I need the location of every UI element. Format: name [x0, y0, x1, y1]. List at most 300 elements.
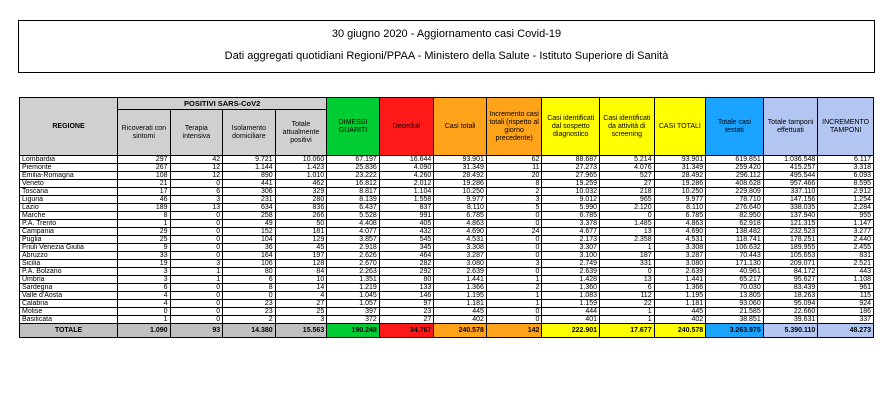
- value-cell: 2: [223, 316, 276, 324]
- value-cell: 3.308: [654, 244, 706, 252]
- value-cell: 2: [486, 188, 542, 196]
- value-cell: 8: [486, 180, 542, 188]
- value-cell: 16.812: [327, 180, 380, 188]
- table-row: [20, 196, 874, 204]
- region-name-cell: Campania: [20, 228, 118, 236]
- region-name-cell: Umbria: [20, 276, 118, 284]
- value-cell: 19.286: [434, 180, 487, 188]
- value-cell: 337.110: [763, 188, 818, 196]
- value-cell: 0: [170, 180, 223, 188]
- value-cell: 19.259: [542, 180, 600, 188]
- value-cell: 4.677: [542, 228, 600, 236]
- value-cell: 2.670: [327, 260, 380, 268]
- region-name-cell: Abruzzo: [20, 252, 118, 260]
- total-value-cell: 93: [170, 324, 223, 338]
- table-row: [20, 260, 874, 268]
- table-row: [20, 180, 874, 188]
- value-cell: 25: [275, 308, 327, 316]
- value-cell: 634: [223, 204, 276, 212]
- value-cell: 6: [223, 276, 276, 284]
- value-cell: 8.110: [654, 204, 706, 212]
- value-cell: 10.250: [434, 188, 487, 196]
- value-cell: 1: [486, 292, 542, 300]
- value-cell: 2.358: [600, 236, 655, 244]
- col-header-casi-totali: Casi totali: [434, 98, 487, 156]
- value-cell: 28.492: [654, 172, 706, 180]
- value-cell: 3.287: [654, 252, 706, 260]
- value-cell: 837: [379, 204, 434, 212]
- region-name-cell: P.A. Bolzano: [20, 268, 118, 276]
- value-cell: 31.349: [654, 164, 706, 172]
- value-cell: 1: [118, 220, 171, 228]
- value-cell: 21: [118, 180, 171, 188]
- value-cell: 276.640: [706, 204, 764, 212]
- value-cell: 3.080: [654, 260, 706, 268]
- value-cell: 1.423: [275, 164, 327, 172]
- value-cell: 2.120: [600, 204, 655, 212]
- value-cell: 415.257: [763, 164, 818, 172]
- value-cell: 88.687: [542, 156, 600, 164]
- value-cell: 1: [118, 316, 171, 324]
- value-cell: 24: [486, 228, 542, 236]
- value-cell: 1.010: [275, 172, 327, 180]
- value-cell: 0: [118, 308, 171, 316]
- value-cell: 4.077: [327, 228, 380, 236]
- value-cell: 331: [600, 260, 655, 268]
- value-cell: 266: [275, 212, 327, 220]
- table-row: [20, 164, 874, 172]
- value-cell: 1.441: [434, 276, 487, 284]
- value-cell: 18.263: [763, 292, 818, 300]
- value-cell: 13: [600, 276, 655, 284]
- value-cell: 0: [486, 308, 542, 316]
- value-cell: 306: [223, 188, 276, 196]
- col-header-sospetto-diagnostico: Casi identificati dal sospetto diagnostico: [542, 98, 600, 156]
- total-value-cell: 240.578: [434, 324, 487, 338]
- value-cell: 6: [118, 284, 171, 292]
- value-cell: 1: [600, 316, 655, 324]
- value-cell: 121.315: [763, 220, 818, 228]
- value-cell: 2.263: [327, 268, 380, 276]
- col-header-ricoverati: Ricoverati con sintomi: [118, 110, 171, 156]
- value-cell: 218: [600, 188, 655, 196]
- value-cell: 9: [118, 244, 171, 252]
- value-cell: 19: [118, 260, 171, 268]
- value-cell: 1.441: [654, 276, 706, 284]
- col-header-casi-totali-upper: CASI TOTALI: [654, 98, 706, 156]
- value-cell: 0: [486, 244, 542, 252]
- value-cell: 6.437: [327, 204, 380, 212]
- value-cell: 991: [379, 212, 434, 220]
- value-cell: 6: [600, 284, 655, 292]
- value-cell: 93.901: [654, 156, 706, 164]
- region-name-cell: Liguria: [20, 196, 118, 204]
- value-cell: 8.817: [327, 188, 380, 196]
- value-cell: 3.378: [542, 220, 600, 228]
- value-cell: 10.032: [542, 188, 600, 196]
- value-cell: 2.639: [542, 268, 600, 276]
- value-cell: 27: [379, 316, 434, 324]
- value-cell: 46: [118, 196, 171, 204]
- value-cell: 6: [170, 188, 223, 196]
- value-cell: 445: [654, 308, 706, 316]
- value-cell: 5.214: [600, 156, 655, 164]
- value-cell: 337: [818, 316, 874, 324]
- value-cell: 65.217: [706, 276, 764, 284]
- value-cell: 545: [379, 236, 434, 244]
- table-row: [20, 284, 874, 292]
- value-cell: 1.057: [327, 300, 380, 308]
- table-row: [20, 156, 874, 164]
- value-cell: 1: [600, 244, 655, 252]
- value-cell: 1.159: [542, 300, 600, 308]
- value-cell: 444: [542, 308, 600, 316]
- value-cell: 8: [223, 284, 276, 292]
- value-cell: 4.690: [654, 228, 706, 236]
- value-cell: 1.360: [542, 284, 600, 292]
- value-cell: 0: [600, 212, 655, 220]
- table-row: [20, 292, 874, 300]
- value-cell: 2.749: [542, 260, 600, 268]
- value-cell: 4.090: [379, 164, 434, 172]
- value-cell: 36: [223, 244, 276, 252]
- value-cell: 296.112: [706, 172, 764, 180]
- value-cell: 1.351: [327, 276, 380, 284]
- value-cell: 8.139: [327, 196, 380, 204]
- value-cell: 3.318: [818, 164, 874, 172]
- value-cell: 1: [600, 308, 655, 316]
- col-header-terapia-intensiva: Terapia intensiva: [170, 110, 223, 156]
- value-cell: 229.809: [706, 188, 764, 196]
- total-value-cell: 14.380: [223, 324, 276, 338]
- value-cell: 372: [327, 316, 380, 324]
- region-name-cell: P.A. Trento: [20, 220, 118, 228]
- value-cell: 1.485: [600, 220, 655, 228]
- table-row: [20, 188, 874, 196]
- value-cell: 464: [379, 252, 434, 260]
- region-name-cell: Sardegna: [20, 284, 118, 292]
- value-cell: 8: [118, 212, 171, 220]
- region-name-cell: Friuli Venezia Giulia: [20, 244, 118, 252]
- value-cell: 106.632: [706, 244, 764, 252]
- value-cell: 402: [434, 316, 487, 324]
- value-cell: 1.144: [223, 164, 276, 172]
- value-cell: 104: [223, 236, 276, 244]
- value-cell: 20: [486, 172, 542, 180]
- value-cell: 80: [223, 268, 276, 276]
- value-cell: 0: [170, 252, 223, 260]
- value-cell: 45: [275, 244, 327, 252]
- table-row: [20, 316, 874, 324]
- total-value-cell: 48.273: [818, 324, 874, 338]
- value-cell: 443: [818, 268, 874, 276]
- value-cell: 83.439: [763, 284, 818, 292]
- value-cell: 78.710: [706, 196, 764, 204]
- value-cell: 4.076: [600, 164, 655, 172]
- value-cell: 1.366: [434, 284, 487, 292]
- value-cell: 25: [118, 236, 171, 244]
- col-header-regione: REGIONE: [20, 98, 118, 156]
- value-cell: 9.721: [223, 156, 276, 164]
- value-cell: 432: [379, 228, 434, 236]
- value-cell: 21.585: [706, 308, 764, 316]
- value-cell: 22: [600, 300, 655, 308]
- value-cell: 27.273: [542, 164, 600, 172]
- value-cell: 397: [327, 308, 380, 316]
- value-cell: 441: [223, 180, 276, 188]
- region-name-cell: Molise: [20, 308, 118, 316]
- value-cell: 0: [170, 244, 223, 252]
- value-cell: 5: [486, 204, 542, 212]
- value-cell: 0: [223, 292, 276, 300]
- value-cell: 961: [818, 284, 874, 292]
- value-cell: 495.544: [763, 172, 818, 180]
- value-cell: 189: [118, 204, 171, 212]
- value-cell: 1.254: [818, 196, 874, 204]
- value-cell: 9.977: [434, 196, 487, 204]
- value-cell: 181: [275, 228, 327, 236]
- value-cell: 2: [486, 284, 542, 292]
- value-cell: 2.639: [654, 268, 706, 276]
- value-cell: 133: [379, 284, 434, 292]
- value-cell: 5.528: [327, 212, 380, 220]
- value-cell: 3: [486, 196, 542, 204]
- value-cell: 0: [170, 212, 223, 220]
- value-cell: 1.045: [327, 292, 380, 300]
- value-cell: 13.805: [706, 292, 764, 300]
- value-cell: 2.173: [542, 236, 600, 244]
- value-cell: 836: [275, 204, 327, 212]
- value-cell: 1.366: [654, 284, 706, 292]
- value-cell: 38.851: [706, 316, 764, 324]
- value-cell: 3.857: [327, 236, 380, 244]
- value-cell: 955: [818, 212, 874, 220]
- report-subtitle: Dati aggregati quotidiani Regioni/PPAA - Ministero della Salute - Istituto Superiore di Sanità: [224, 50, 669, 62]
- table-row: [20, 212, 874, 220]
- value-cell: 338.035: [763, 204, 818, 212]
- value-cell: 50: [275, 220, 327, 228]
- value-cell: 3.080: [434, 260, 487, 268]
- value-cell: 115: [818, 292, 874, 300]
- value-cell: 1: [170, 276, 223, 284]
- total-value-cell: 17.677: [600, 324, 655, 338]
- value-cell: 29: [118, 228, 171, 236]
- value-cell: 62.918: [706, 220, 764, 228]
- value-cell: 23: [223, 308, 276, 316]
- value-cell: 40.961: [706, 268, 764, 276]
- table-row: [20, 172, 874, 180]
- value-cell: 23: [223, 300, 276, 308]
- report-header: [18, 20, 875, 73]
- value-cell: 10: [275, 276, 327, 284]
- value-cell: 1.195: [654, 292, 706, 300]
- value-cell: 527: [600, 172, 655, 180]
- value-cell: 31.349: [434, 164, 487, 172]
- value-cell: 197: [275, 252, 327, 260]
- table-row: [20, 244, 874, 252]
- col-header-tamponi: Totale tamponi effettuati: [763, 98, 818, 156]
- value-cell: 0: [486, 212, 542, 220]
- value-cell: 3: [170, 260, 223, 268]
- value-cell: 11: [486, 164, 542, 172]
- region-name-cell: Valle d'Aosta: [20, 292, 118, 300]
- col-header-dimessi-guariti: DIMESSI GUARITI: [327, 98, 380, 156]
- value-cell: 118.741: [706, 236, 764, 244]
- value-cell: 408.628: [706, 180, 764, 188]
- value-cell: 10.060: [275, 156, 327, 164]
- value-cell: 0: [170, 308, 223, 316]
- value-cell: 14: [275, 284, 327, 292]
- col-header-attualmente-positivi: Totale attualmente positivi: [275, 110, 327, 156]
- value-cell: 0: [170, 300, 223, 308]
- value-cell: 0: [486, 220, 542, 228]
- value-cell: 831: [818, 252, 874, 260]
- value-cell: 345: [379, 244, 434, 252]
- value-cell: 1.181: [434, 300, 487, 308]
- value-cell: 957.466: [763, 180, 818, 188]
- total-value-cell: 5.390.110: [763, 324, 818, 338]
- total-value-cell: 15.563: [275, 324, 327, 338]
- value-cell: 67.197: [327, 156, 380, 164]
- value-cell: 6.785: [434, 212, 487, 220]
- value-cell: 3.308: [434, 244, 487, 252]
- value-cell: 259.420: [706, 164, 764, 172]
- table-row: [20, 228, 874, 236]
- table-row: [20, 276, 874, 284]
- value-cell: 0: [486, 268, 542, 276]
- total-value-cell: 1.090: [118, 324, 171, 338]
- value-cell: 0: [170, 316, 223, 324]
- total-row: [20, 324, 874, 338]
- value-cell: 3: [118, 268, 171, 276]
- value-cell: 890: [223, 172, 276, 180]
- value-cell: 23: [379, 308, 434, 316]
- value-cell: 80: [379, 276, 434, 284]
- value-cell: 17: [118, 188, 171, 196]
- value-cell: 4.531: [654, 236, 706, 244]
- value-cell: 147.156: [763, 196, 818, 204]
- value-cell: 95.627: [763, 276, 818, 284]
- value-cell: 0: [486, 252, 542, 260]
- value-cell: 0: [170, 228, 223, 236]
- value-cell: 924: [818, 300, 874, 308]
- value-cell: 231: [223, 196, 276, 204]
- value-cell: 129: [275, 236, 327, 244]
- report-title: 30 giugno 2020 - Aggiornamento casi Covid-19: [331, 28, 562, 40]
- value-cell: 93.060: [706, 300, 764, 308]
- value-cell: 105.653: [763, 252, 818, 260]
- value-cell: 965: [600, 196, 655, 204]
- table-row: [20, 204, 874, 212]
- value-cell: 2.626: [327, 252, 380, 260]
- col-header-screening: Casi identificati da attività di screening: [600, 98, 655, 156]
- value-cell: 5.990: [542, 204, 600, 212]
- value-cell: 146: [379, 292, 434, 300]
- value-cell: 82.950: [706, 212, 764, 220]
- value-cell: 1.195: [434, 292, 487, 300]
- value-cell: 2.912: [818, 188, 874, 196]
- value-cell: 1.104: [379, 188, 434, 196]
- value-cell: 6.785: [654, 212, 706, 220]
- value-cell: 232.523: [763, 228, 818, 236]
- value-cell: 282: [379, 260, 434, 268]
- value-cell: 19.286: [654, 180, 706, 188]
- covid-data-table: [19, 97, 874, 338]
- value-cell: 3: [275, 316, 327, 324]
- value-cell: 619.851: [706, 156, 764, 164]
- value-cell: 42: [170, 156, 223, 164]
- value-cell: 0: [170, 284, 223, 292]
- value-cell: 6.093: [818, 172, 874, 180]
- value-cell: 108: [118, 172, 171, 180]
- table-row: [20, 300, 874, 308]
- region-name-cell: Calabria: [20, 300, 118, 308]
- region-name-cell: Veneto: [20, 180, 118, 188]
- value-cell: 84.172: [763, 268, 818, 276]
- value-cell: 1.083: [542, 292, 600, 300]
- table-row: [20, 268, 874, 276]
- value-cell: 3.100: [542, 252, 600, 260]
- value-cell: 27.965: [542, 172, 600, 180]
- value-cell: 62: [486, 156, 542, 164]
- region-name-cell: Lombardia: [20, 156, 118, 164]
- value-cell: 3: [486, 260, 542, 268]
- value-cell: 3: [118, 276, 171, 284]
- table-row: [20, 236, 874, 244]
- value-cell: 2.521: [818, 260, 874, 268]
- value-cell: 462: [275, 180, 327, 188]
- value-cell: 1.428: [542, 276, 600, 284]
- value-cell: 9.012: [542, 196, 600, 204]
- value-cell: 4.408: [327, 220, 380, 228]
- value-cell: 39.631: [763, 316, 818, 324]
- region-name-cell: Basilicata: [20, 316, 118, 324]
- value-cell: 171.130: [706, 260, 764, 268]
- value-cell: 8.595: [818, 180, 874, 188]
- value-cell: 0: [486, 316, 542, 324]
- col-header-incremento-casi: Incremento casi totali (rispetto al giorno precedente): [486, 98, 542, 156]
- value-cell: 13: [170, 204, 223, 212]
- total-value-cell: 222.901: [542, 324, 600, 338]
- region-name-cell: Sicilia: [20, 260, 118, 268]
- col-header-isolamento: Isolamento domiciliare: [223, 110, 276, 156]
- region-name-cell: Marche: [20, 212, 118, 220]
- value-cell: 16.644: [379, 156, 434, 164]
- value-cell: 405: [379, 220, 434, 228]
- value-cell: 3: [170, 196, 223, 204]
- value-cell: 3.287: [434, 252, 487, 260]
- value-cell: 2.284: [818, 204, 874, 212]
- value-cell: 178.251: [763, 236, 818, 244]
- total-value-cell: 190.248: [327, 324, 380, 338]
- total-value-cell: 3.263.975: [706, 324, 764, 338]
- value-cell: 95.094: [763, 300, 818, 308]
- value-cell: 93.901: [434, 156, 487, 164]
- value-cell: 4.260: [379, 172, 434, 180]
- value-cell: 4: [118, 300, 171, 308]
- total-label: TOTALE: [20, 324, 118, 338]
- table-body: [20, 156, 874, 338]
- value-cell: 1.036.548: [763, 156, 818, 164]
- value-cell: 1.181: [654, 300, 706, 308]
- value-cell: 49: [223, 220, 276, 228]
- value-cell: 22.660: [763, 308, 818, 316]
- value-cell: 10.250: [654, 188, 706, 196]
- value-cell: 267: [118, 164, 171, 172]
- col-header-incremento-tamponi: INCREMENTO TAMPONI: [818, 98, 874, 156]
- value-cell: 0: [600, 268, 655, 276]
- value-cell: 1: [170, 268, 223, 276]
